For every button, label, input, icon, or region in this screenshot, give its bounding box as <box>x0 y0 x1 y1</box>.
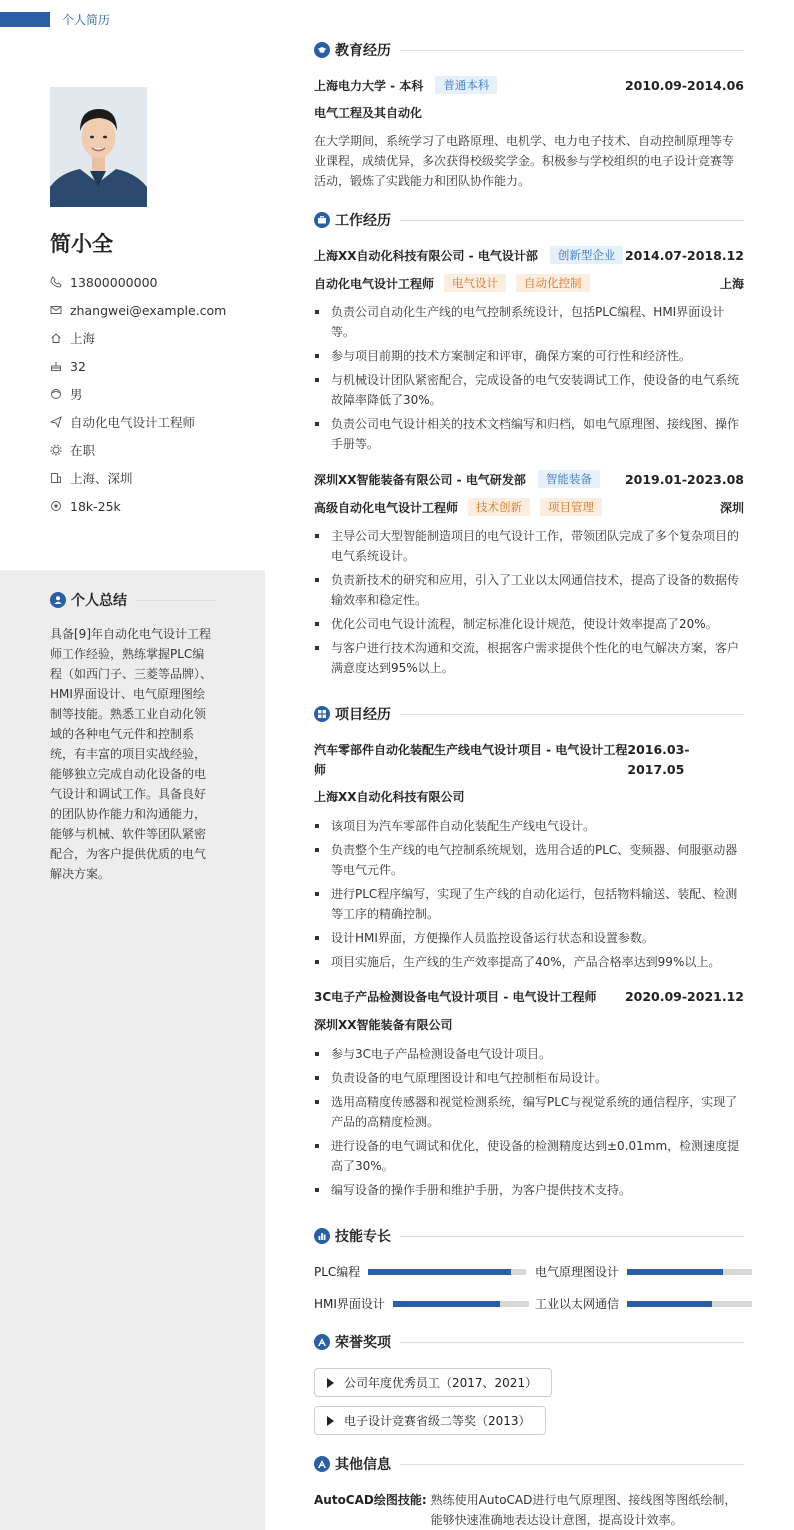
job-role-row <box>314 274 744 292</box>
profile-name: 简小全 <box>50 232 113 256</box>
info-city <box>50 324 226 352</box>
company-badge: 创新型企业 <box>550 246 624 264</box>
other-value: 熟练使用AutoCAD进行电气原理图、接线图等图纸绘制，能够快速准确地表达设计意图，提高设计效率。 <box>430 1493 737 1527</box>
major-name: 电气工程及其自动化 <box>314 106 423 120</box>
job-tag: 自动化控制 <box>516 274 590 292</box>
job-date: 2014.07-2018.12 <box>624 247 744 263</box>
section-divider <box>400 1236 744 1237</box>
skill-item <box>535 1295 752 1312</box>
summary-section-header <box>50 590 215 610</box>
project-company: 上海XX自动化科技有限公司 <box>314 790 465 804</box>
project-bullets <box>314 816 744 976</box>
work-title: 工作经历 <box>335 213 391 229</box>
summary-text: 具备[9]年自动化电气设计工程师工作经验，熟练掌握PLC编程（如西门子、三菱等品牌）、HMI界面设计、电气原理图绘制等技能。熟悉工业自动化领域的各种电气元件和控制系统，有丰富的项目实战经验，能够独立完成自动化设备的电气设计和调试工作。具备良好的团队协作能力和沟通能力，能够与机械、软件等团队紧密配合，为客户提供优质的电气解决方案。 <box>50 627 213 881</box>
skill-bar-fill <box>627 1269 723 1275</box>
education-title: 教育经历 <box>335 43 391 59</box>
project-company-row <box>314 1016 744 1033</box>
award-text: 公司年度优秀员工（2017、2021） <box>344 1376 538 1390</box>
info-text: 18k-25k <box>70 498 121 514</box>
user-icon <box>50 592 66 608</box>
info-text: 13800000000 <box>70 274 158 290</box>
info-text: 在职 <box>70 443 96 458</box>
list-item: 负责新技术的研究和应用，引入了工业以太网通信技术，提高了设备的数据传输效率和稳定性。 <box>314 570 744 610</box>
project-name: 汽车零部件自动化装配生产线电气设计项目 - 电气设计工程师 <box>314 743 628 777</box>
job-date: 2019.01-2023.08 <box>624 471 744 487</box>
info-location <box>50 464 226 492</box>
job-tag: 技术创新 <box>468 498 530 516</box>
list-item: 选用高精度传感器和视觉检测系统，编写PLC与视觉系统的通信程序，实现了产品的高精度检测。 <box>314 1092 744 1132</box>
skill-item <box>535 1263 752 1280</box>
school-badge: 普通本科 <box>435 76 497 94</box>
work-section-header <box>314 210 744 230</box>
list-item: 设计HMI界面，方便操作人员监控设备运行状态和设置参数。 <box>314 928 744 948</box>
list-item: 进行设备的电气调试和优化，使设备的检测精度达到±0.01mm，检测速度提高了30%。 <box>314 1136 744 1176</box>
company-badge: 智能装备 <box>538 470 600 488</box>
avatar-illustration <box>50 87 147 207</box>
info-text: 男 <box>70 387 83 402</box>
other-key: AutoCAD绘图技能: <box>314 1493 427 1507</box>
other-info-row <box>314 1490 744 1530</box>
skill-name: 工业以太网通信 <box>535 1297 620 1311</box>
bar-chart-icon <box>314 1228 330 1244</box>
other-title: 其他信息 <box>335 1457 391 1473</box>
info-text: 32 <box>70 358 86 374</box>
projects-title: 项目经历 <box>335 707 391 723</box>
list-item: 进行PLC程序编写，实现了生产线的自动化运行，包括物料输送、装配、检测等工序的精确控制。 <box>314 884 744 924</box>
gender-icon <box>50 388 62 400</box>
info-gender <box>50 380 226 408</box>
project-header-row <box>314 988 744 1005</box>
job-company: 上海XX自动化科技有限公司 - 电气设计部 <box>314 248 538 263</box>
header-accent-bar <box>0 12 50 27</box>
resume-header-tag <box>0 12 110 27</box>
info-text: 上海 <box>70 331 96 346</box>
project-date: 2016.03-2017.05 <box>627 742 690 777</box>
info-text: 上海、深圳 <box>70 471 133 486</box>
section-divider <box>400 1464 744 1465</box>
skill-item <box>314 1263 526 1280</box>
list-item: 参与项目前期的技术方案制定和评审，确保方案的可行性和经济性。 <box>314 346 744 366</box>
skill-item <box>314 1295 529 1312</box>
education-desc: 在大学期间，系统学习了电路原理、电机学、电力电子技术、自动控制原理等专业课程，成绩优异，多次获得校级奖学金。积极参与学校组织的电子设计竞赛等活动，锻炼了实践能力和团队协作能力。 <box>314 134 735 188</box>
other-section-header <box>314 1454 744 1474</box>
skill-name: HMI界面设计 <box>314 1297 385 1311</box>
home-icon <box>50 332 62 344</box>
skill-bar-track <box>627 1301 752 1307</box>
grid-icon <box>314 706 330 722</box>
job-role: 自动化电气设计工程师 <box>314 276 435 291</box>
section-divider <box>400 220 744 221</box>
info-text: 自动化电气设计工程师 <box>70 415 196 430</box>
skills-section-header <box>314 1226 744 1246</box>
skill-bar-fill <box>368 1269 510 1275</box>
job-role-row <box>314 498 744 516</box>
awards-title: 荣誉奖项 <box>335 1335 391 1351</box>
list-item: 负责公司电气设计相关的技术文档编写和归档，如电气原理图、接线图、操作手册等。 <box>314 414 744 454</box>
job-company: 深圳XX智能装备有限公司 - 电气研发部 <box>314 472 526 487</box>
list-item: 优化公司电气设计流程，制定标准化设计规范，使设计效率提高了20%。 <box>314 614 744 634</box>
skill-name: PLC编程 <box>314 1265 361 1279</box>
projects-section-header <box>314 704 744 724</box>
list-item: 与机械设计团队紧密配合，完成设备的电气安装调试工作，使设备的电气系统故障率降低了30%。 <box>314 370 744 410</box>
list-item: 该项目为汽车零部件自动化装配生产线电气设计。 <box>314 816 744 836</box>
salary-icon <box>50 500 62 512</box>
section-divider <box>400 50 744 51</box>
info-status <box>50 436 226 464</box>
project-date: 2020.09-2021.12 <box>624 989 744 1004</box>
info-position <box>50 408 226 436</box>
expand-triangle-icon <box>327 1378 334 1388</box>
job-city: 上海 <box>719 276 744 291</box>
job-role: 高级自动化电气设计工程师 <box>314 500 459 515</box>
job-header-row <box>314 470 744 488</box>
briefcase-icon <box>314 212 330 228</box>
project-header-row <box>314 740 744 780</box>
section-divider <box>400 1342 744 1343</box>
list-item: 负责设备的电气原理图设计和电气控制柜布局设计。 <box>314 1068 744 1088</box>
mail-icon <box>50 304 62 316</box>
job-city: 深圳 <box>719 500 744 515</box>
list-item: 编写设备的操作手册和维护手册，为客户提供技术支持。 <box>314 1180 744 1200</box>
list-item: 项目实施后，生产线的生产效率提高了40%，产品合格率达到99%以上。 <box>314 952 744 972</box>
list-item: 与客户进行技术沟通和交流，根据客户需求提供个性化的电气解决方案，客户满意度达到95%以上。 <box>314 638 744 678</box>
project-name: 3C电子产品检测设备电气设计项目 - 电气设计工程师 <box>314 990 597 1004</box>
job-header-row <box>314 246 744 264</box>
info-text: zhangwei@example.com <box>70 302 227 318</box>
education-date: 2010.09-2014.06 <box>624 77 744 93</box>
phone-icon <box>50 276 62 288</box>
award-icon <box>314 1334 330 1350</box>
header-tag-text: 个人简历 <box>62 13 111 27</box>
major-row <box>314 104 744 121</box>
list-item: 负责公司自动化生产线的电气控制系统设计，包括PLC编程、HMI界面设计等。 <box>314 302 744 342</box>
awards-section-header <box>314 1332 744 1352</box>
info-email <box>50 296 226 324</box>
skills-title: 技能专长 <box>335 1229 391 1245</box>
summary-title: 个人总结 <box>71 593 127 609</box>
list-item: 主导公司大型智能制造项目的电气设计工作，带领团队完成了多个复杂项目的电气系统设计。 <box>314 526 744 566</box>
award-item[interactable] <box>314 1406 546 1435</box>
cake-icon <box>50 360 62 372</box>
project-company: 深圳XX智能装备有限公司 <box>314 1018 453 1032</box>
skill-bar-fill <box>627 1301 712 1307</box>
send-icon <box>50 416 62 428</box>
job-bullets <box>314 526 744 682</box>
project-company-row <box>314 788 744 805</box>
skill-bar-track <box>627 1269 752 1275</box>
award-text: 电子设计竞赛省级二等奖（2013） <box>344 1414 531 1428</box>
info-icon <box>314 1456 330 1472</box>
profile-photo <box>50 87 147 207</box>
expand-triangle-icon <box>327 1416 334 1426</box>
section-divider <box>136 600 215 601</box>
job-tag: 项目管理 <box>540 498 602 516</box>
status-icon <box>50 444 62 456</box>
school-name: 上海电力大学 - 本科 <box>314 78 424 93</box>
skill-name: 电气原理图设计 <box>535 1265 620 1279</box>
job-bullets <box>314 302 744 458</box>
section-divider <box>400 714 744 715</box>
award-item[interactable] <box>314 1368 552 1397</box>
skill-bar-track <box>368 1269 526 1275</box>
list-item: 参与3C电子产品检测设备电气设计项目。 <box>314 1044 744 1064</box>
job-tag: 电气设计 <box>444 274 506 292</box>
info-age <box>50 352 226 380</box>
info-phone <box>50 268 226 296</box>
skill-bar-fill <box>393 1301 500 1307</box>
graduation-cap-icon <box>314 42 330 58</box>
education-row <box>314 76 744 94</box>
education-section-header <box>314 40 744 60</box>
project-bullets <box>314 1044 744 1204</box>
info-salary <box>50 492 226 520</box>
building-icon <box>50 472 62 484</box>
skill-bar-track <box>393 1301 529 1307</box>
contact-info-list <box>50 268 226 520</box>
list-item: 负责整个生产线的电气控制系统规划，选用合适的PLC、变频器、伺服驱动器等电气元件。 <box>314 840 744 880</box>
